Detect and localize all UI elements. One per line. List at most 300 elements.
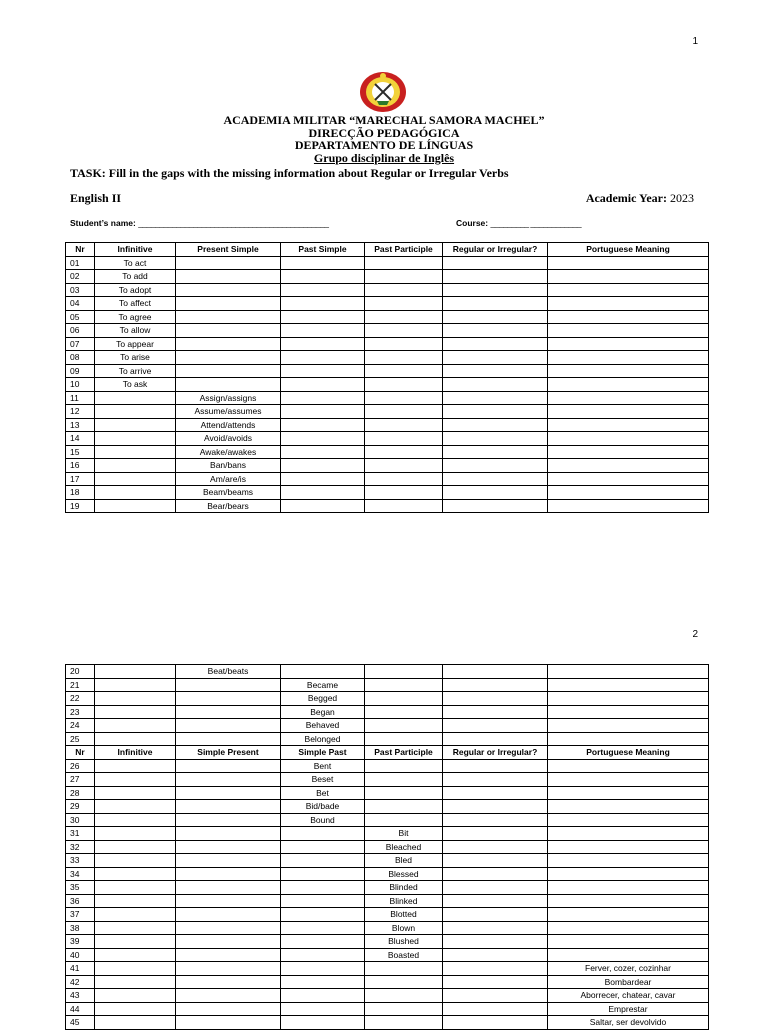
cell-past-participle: Blown [365,921,443,935]
group-name: Grupo disciplinar de Inglês [313,150,455,165]
cell-past-participle: Blinked [365,894,443,908]
cell-past-simple [281,459,365,473]
cell-present-simple [176,975,281,989]
column-header-past-participle: Past Participle [365,243,443,257]
cell-portuguese-meaning [548,665,709,679]
cell-regular-or-irregular [443,678,548,692]
cell-infinitive [95,827,176,841]
cell-past-simple [281,499,365,513]
cell-regular-or-irregular [443,297,548,311]
cell-nr: 35 [66,881,95,895]
cell-infinitive [95,921,176,935]
column-header-present-simple: Simple Present [176,746,281,760]
cell-past-simple [281,854,365,868]
cell-portuguese-meaning [548,800,709,814]
cell-nr: 06 [66,324,95,338]
cell-past-simple: Begged [281,692,365,706]
cell-regular-or-irregular [443,705,548,719]
cell-nr: 28 [66,786,95,800]
cell-past-simple [281,665,365,679]
course-field [456,218,581,228]
cell-nr: 44 [66,1002,95,1016]
cell-past-participle [365,256,443,270]
cell-nr: 23 [66,705,95,719]
cell-regular-or-irregular [443,935,548,949]
table-row [66,310,709,324]
column-header-present-simple: Present Simple [176,243,281,257]
table-row [66,786,709,800]
cell-infinitive: To adopt [95,283,176,297]
cell-past-participle [365,732,443,746]
cell-portuguese-meaning: Saltar, ser devolvido [548,1016,709,1030]
cell-portuguese-meaning [548,324,709,338]
cell-portuguese-meaning [548,867,709,881]
cell-portuguese-meaning [548,445,709,459]
cell-infinitive [95,499,176,513]
cell-regular-or-irregular [443,256,548,270]
department-name: DEPARTAMENTO DE LÍNGUAS [294,138,474,152]
column-header-regular-or-irregular: Regular or Irregular? [443,243,548,257]
cell-portuguese-meaning: Ferver, cozer, cozinhar [548,962,709,976]
cell-infinitive [95,459,176,473]
cell-present-simple: Attend/attends [176,418,281,432]
cell-nr: 43 [66,989,95,1003]
cell-regular-or-irregular [443,432,548,446]
cell-past-participle [365,378,443,392]
cell-regular-or-irregular [443,867,548,881]
cell-nr: 25 [66,732,95,746]
table-row [66,405,709,419]
cell-infinitive [95,445,176,459]
cell-portuguese-meaning [548,418,709,432]
cell-portuguese-meaning [548,692,709,706]
cell-portuguese-meaning [548,499,709,513]
table-row [66,445,709,459]
cell-nr: 20 [66,665,95,679]
cell-infinitive [95,405,176,419]
cell-portuguese-meaning [548,719,709,733]
cell-nr: 11 [66,391,95,405]
cell-nr: 08 [66,351,95,365]
page-number: 1 [692,36,698,47]
cell-nr: 13 [66,418,95,432]
cell-nr: 34 [66,867,95,881]
cell-regular-or-irregular [443,472,548,486]
cell-past-participle: Blessed [365,867,443,881]
cell-past-participle: Blinded [365,881,443,895]
cell-infinitive: To agree [95,310,176,324]
cell-past-participle [365,705,443,719]
cell-nr: 15 [66,445,95,459]
cell-past-participle: Bled [365,854,443,868]
cell-past-participle [365,678,443,692]
cell-nr: 30 [66,813,95,827]
cell-present-simple: Awake/awakes [176,445,281,459]
cell-nr: 45 [66,1016,95,1030]
cell-nr: 42 [66,975,95,989]
cell-nr: 33 [66,854,95,868]
table-row [66,732,709,746]
cell-present-simple [176,948,281,962]
cell-present-simple [176,813,281,827]
table-row [66,840,709,854]
cell-regular-or-irregular [443,975,548,989]
academy-emblem-icon [358,70,408,114]
cell-past-participle [365,1016,443,1030]
cell-present-simple [176,881,281,895]
cell-present-simple [176,773,281,787]
cell-regular-or-irregular [443,1002,548,1016]
cell-past-simple: Behaved [281,719,365,733]
cell-infinitive [95,989,176,1003]
cell-regular-or-irregular [443,908,548,922]
cell-nr: 04 [66,297,95,311]
table-row [66,418,709,432]
cell-portuguese-meaning [548,786,709,800]
cell-past-participle: Blushed [365,935,443,949]
cell-nr: 36 [66,894,95,908]
cell-past-participle [365,759,443,773]
cell-nr: 32 [66,840,95,854]
cell-infinitive [95,665,176,679]
cell-past-simple [281,908,365,922]
table-header-row [66,746,709,760]
cell-infinitive [95,432,176,446]
cell-portuguese-meaning [548,935,709,949]
cell-present-simple [176,719,281,733]
cell-infinitive [95,935,176,949]
cell-regular-or-irregular [443,1016,548,1030]
cell-portuguese-meaning [548,256,709,270]
verbs-table-1 [65,242,709,513]
academic-year-label: Academic Year: [585,191,667,205]
cell-regular-or-irregular [443,459,548,473]
table-row [66,378,709,392]
cell-portuguese-meaning [548,813,709,827]
cell-nr: 09 [66,364,95,378]
cell-past-simple: Belonged [281,732,365,746]
course-line: _________ ____________ [490,218,582,228]
cell-past-participle [365,786,443,800]
column-header-past-participle: Past Participle [365,746,443,760]
cell-nr: 26 [66,759,95,773]
cell-past-simple [281,867,365,881]
cell-portuguese-meaning [548,854,709,868]
cell-present-simple [176,364,281,378]
cell-infinitive [95,759,176,773]
cell-present-simple [176,337,281,351]
table-row [66,773,709,787]
cell-portuguese-meaning [548,894,709,908]
cell-past-participle [365,391,443,405]
cell-portuguese-meaning [548,391,709,405]
cell-present-simple [176,867,281,881]
table-row [66,1016,709,1030]
cell-past-simple [281,418,365,432]
cell-past-simple [281,351,365,365]
cell-past-participle: Bit [365,827,443,841]
cell-infinitive [95,1002,176,1016]
student-name-line: _____________________________________________ [138,218,329,228]
cell-past-simple [281,1016,365,1030]
cell-past-participle [365,975,443,989]
cell-present-simple [176,705,281,719]
cell-infinitive [95,881,176,895]
cell-present-simple [176,1002,281,1016]
column-header-past-simple: Past Simple [281,243,365,257]
table-row [66,813,709,827]
cell-past-participle [365,989,443,1003]
cell-infinitive [95,962,176,976]
cell-regular-or-irregular [443,283,548,297]
cell-past-simple [281,948,365,962]
cell-present-simple [176,310,281,324]
cell-infinitive [95,773,176,787]
cell-infinitive [95,391,176,405]
cell-past-participle [365,418,443,432]
table-row [66,337,709,351]
academic-year [586,191,694,206]
cell-infinitive [95,786,176,800]
cell-present-simple: Avoid/avoids [176,432,281,446]
cell-past-participle [365,445,443,459]
cell-past-simple [281,337,365,351]
cell-present-simple: Beam/beams [176,486,281,500]
cell-portuguese-meaning [548,432,709,446]
cell-nr: 39 [66,935,95,949]
course-title: English II [70,191,122,205]
cell-past-participle [365,1002,443,1016]
cell-nr: 38 [66,921,95,935]
cell-past-simple [281,378,365,392]
cell-past-simple [281,975,365,989]
cell-regular-or-irregular [443,270,548,284]
cell-infinitive [95,418,176,432]
cell-infinitive: To allow [95,324,176,338]
cell-present-simple [176,732,281,746]
cell-past-simple [281,445,365,459]
cell-portuguese-meaning [548,705,709,719]
cell-present-simple: Assign/assigns [176,391,281,405]
cell-present-simple [176,894,281,908]
cell-portuguese-meaning [548,759,709,773]
cell-infinitive: To arise [95,351,176,365]
cell-nr: 31 [66,827,95,841]
cell-infinitive: To add [95,270,176,284]
cell-past-simple [281,310,365,324]
table-row [66,962,709,976]
cell-past-simple: Bent [281,759,365,773]
cell-regular-or-irregular [443,827,548,841]
cell-past-simple [281,472,365,486]
cell-regular-or-irregular [443,324,548,338]
cell-past-simple [281,989,365,1003]
column-header-infinitive: Infinitive [95,243,176,257]
cell-present-simple [176,827,281,841]
cell-past-participle: Bleached [365,840,443,854]
cell-past-simple [281,364,365,378]
table-header-row [66,243,709,257]
table-row [66,800,709,814]
cell-regular-or-irregular [443,800,548,814]
cell-nr: 16 [66,459,95,473]
cell-past-participle [365,270,443,284]
cell-regular-or-irregular [443,773,548,787]
table-row [66,881,709,895]
table-row [66,297,709,311]
table-row [66,908,709,922]
cell-regular-or-irregular [443,854,548,868]
cell-regular-or-irregular [443,665,548,679]
table-row [66,678,709,692]
table-row [66,759,709,773]
cell-present-simple [176,989,281,1003]
table-row [66,472,709,486]
table-row [66,256,709,270]
table-row [66,324,709,338]
cell-portuguese-meaning [548,364,709,378]
cell-past-participle [365,692,443,706]
cell-infinitive [95,908,176,922]
cell-portuguese-meaning [548,921,709,935]
cell-nr: 40 [66,948,95,962]
cell-past-participle [365,351,443,365]
cell-past-participle [365,459,443,473]
cell-past-simple [281,921,365,935]
cell-portuguese-meaning [548,881,709,895]
cell-regular-or-irregular [443,391,548,405]
document-header [0,114,768,164]
cell-portuguese-meaning: Aborrecer, chatear, cavar [548,989,709,1003]
cell-past-simple: Bid/bade [281,800,365,814]
column-header-regular-or-irregular: Regular or Irregular? [443,746,548,760]
cell-present-simple [176,692,281,706]
cell-regular-or-irregular [443,921,548,935]
cell-present-simple [176,283,281,297]
cell-regular-or-irregular [443,418,548,432]
cell-past-simple [281,405,365,419]
cell-nr: 01 [66,256,95,270]
cell-regular-or-irregular [443,486,548,500]
cell-infinitive [95,719,176,733]
cell-past-participle [365,813,443,827]
cell-past-participle [365,800,443,814]
table-row [66,921,709,935]
cell-portuguese-meaning [548,337,709,351]
cell-infinitive [95,854,176,868]
cell-regular-or-irregular [443,351,548,365]
cell-nr: 21 [66,678,95,692]
cell-present-simple [176,678,281,692]
cell-past-simple [281,1002,365,1016]
table-row [66,935,709,949]
cell-infinitive [95,813,176,827]
direction-name: DIRECÇÃO PEDAGÓGICA [308,125,460,140]
cell-regular-or-irregular [443,759,548,773]
cell-present-simple [176,270,281,284]
cell-regular-or-irregular [443,813,548,827]
academic-year-value: 2023 [670,191,694,205]
cell-present-simple [176,786,281,800]
table-row [66,854,709,868]
cell-infinitive [95,486,176,500]
cell-infinitive [95,975,176,989]
cell-portuguese-meaning: Bombardear [548,975,709,989]
cell-portuguese-meaning: Emprestar [548,1002,709,1016]
cell-nr: 07 [66,337,95,351]
cell-present-simple [176,908,281,922]
cell-present-simple [176,759,281,773]
verbs-table-2 [65,664,709,1030]
cell-past-simple [281,935,365,949]
cell-portuguese-meaning [548,773,709,787]
cell-regular-or-irregular [443,310,548,324]
cell-regular-or-irregular [443,948,548,962]
cell-past-simple: Began [281,705,365,719]
cell-present-simple [176,800,281,814]
cell-nr: 27 [66,773,95,787]
cell-past-participle [365,283,443,297]
column-header-infinitive: Infinitive [95,746,176,760]
cell-present-simple [176,962,281,976]
cell-regular-or-irregular [443,894,548,908]
cell-present-simple [176,351,281,365]
table-row [66,705,709,719]
table-row [66,665,709,679]
cell-portuguese-meaning [548,678,709,692]
cell-portuguese-meaning [548,840,709,854]
cell-portuguese-meaning [548,310,709,324]
cell-portuguese-meaning [548,351,709,365]
task-instruction: TASK: Fill in the gaps with the missing information about Regular or Irregular Verbs [70,166,509,180]
cell-past-simple [281,486,365,500]
cell-infinitive [95,732,176,746]
cell-past-simple [281,297,365,311]
column-header-nr: Nr [66,243,95,257]
cell-nr: 18 [66,486,95,500]
cell-portuguese-meaning [548,297,709,311]
cell-infinitive [95,678,176,692]
cell-past-participle [365,499,443,513]
cell-portuguese-meaning [548,827,709,841]
cell-nr: 17 [66,472,95,486]
cell-nr: 22 [66,692,95,706]
cell-infinitive: To affect [95,297,176,311]
cell-present-simple: Assume/assumes [176,405,281,419]
cell-past-participle [365,486,443,500]
cell-nr: 10 [66,378,95,392]
cell-past-simple [281,962,365,976]
cell-regular-or-irregular [443,364,548,378]
cell-present-simple [176,1016,281,1030]
cell-nr: 03 [66,283,95,297]
cell-portuguese-meaning [548,459,709,473]
cell-past-simple [281,432,365,446]
table-row [66,351,709,365]
cell-past-participle [365,472,443,486]
cell-past-simple [281,391,365,405]
cell-infinitive [95,692,176,706]
cell-regular-or-irregular [443,786,548,800]
cell-infinitive: To ask [95,378,176,392]
cell-infinitive [95,1016,176,1030]
academy-name: ACADEMIA MILITAR “MARECHAL SAMORA MACHEL” [223,113,545,127]
cell-portuguese-meaning [548,283,709,297]
cell-nr: 37 [66,908,95,922]
cell-regular-or-irregular [443,445,548,459]
cell-past-simple: Beset [281,773,365,787]
cell-portuguese-meaning [548,378,709,392]
